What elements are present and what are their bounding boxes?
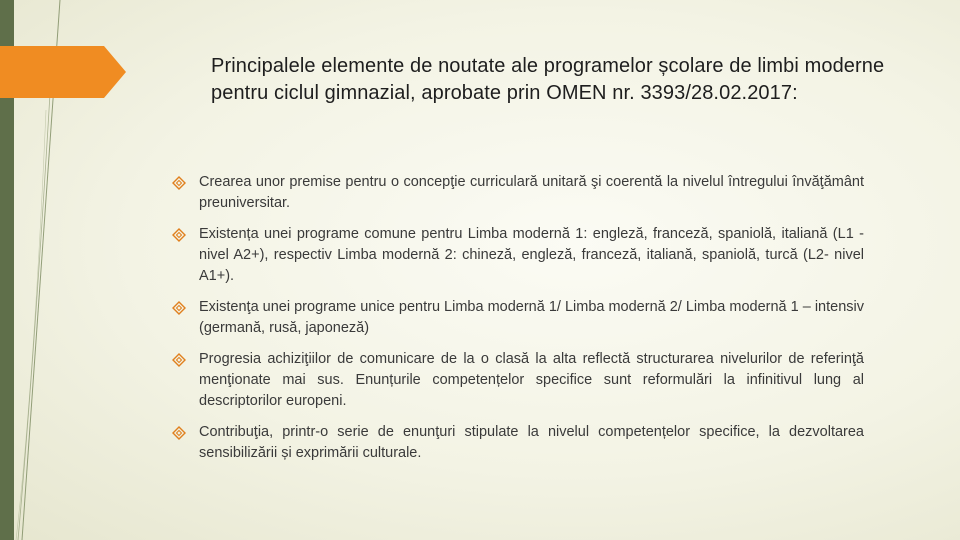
bullet-text: Progresia achiziţiilor de comunicare de la o clasă la alta reflectă structurarea nivelurilor de referinţă menţionate mai sus. Enunțurile competențelor specifice sunt reformulări la infinitivul lung al descriptorilor europeni. [199,351,864,409]
list-item [172,422,864,464]
bullet-list [172,172,864,474]
diamond-outline-icon [172,353,186,367]
deco-curve-2 [18,60,52,540]
bullet-text: Crearea unor premise pentru o concepţie curriculară unitară şi coerentă la nivelul întregului învăţământ preuniversitar. [199,174,864,211]
list-item [172,297,864,339]
diamond-outline-icon [172,176,186,190]
bullet-text: Contribuţia, printr-o serie de enunţuri stipulate la nivelul competențelor specifice, la dezvoltarea sensibilizării și exprimării culturale. [199,424,864,461]
bullet-text: Existența unei programe comune pentru Limba modernă 1: engleză, franceză, spaniolă, italiană (L1 - nivel A2+), respectiv Limba modernă 2: chineză, engleză, franceză, italiană, spaniolă, turcă (L2- nivel A1+). [199,226,864,284]
list-item [172,224,864,287]
diamond-outline-icon [172,301,186,315]
orange-arrow-shape [0,46,126,98]
diamond-outline-icon [172,228,186,242]
bullet-text: Existenţa unei programe unice pentru Limba modernă 1/ Limba modernă 2/ Limba modernă 1 – intensiv (germană, rusă, japoneză) [199,299,864,336]
list-item [172,349,864,412]
diamond-outline-icon [172,426,186,440]
list-item [172,172,864,214]
deco-curve-3 [16,110,46,540]
slide-title: Principalele elemente de noutate ale programelor școlare de limbi moderne pentru ciclul gimnazial, aprobate prin OMEN nr. 3393/28.02.2017: [211,55,885,104]
decorative-lines [0,0,200,540]
